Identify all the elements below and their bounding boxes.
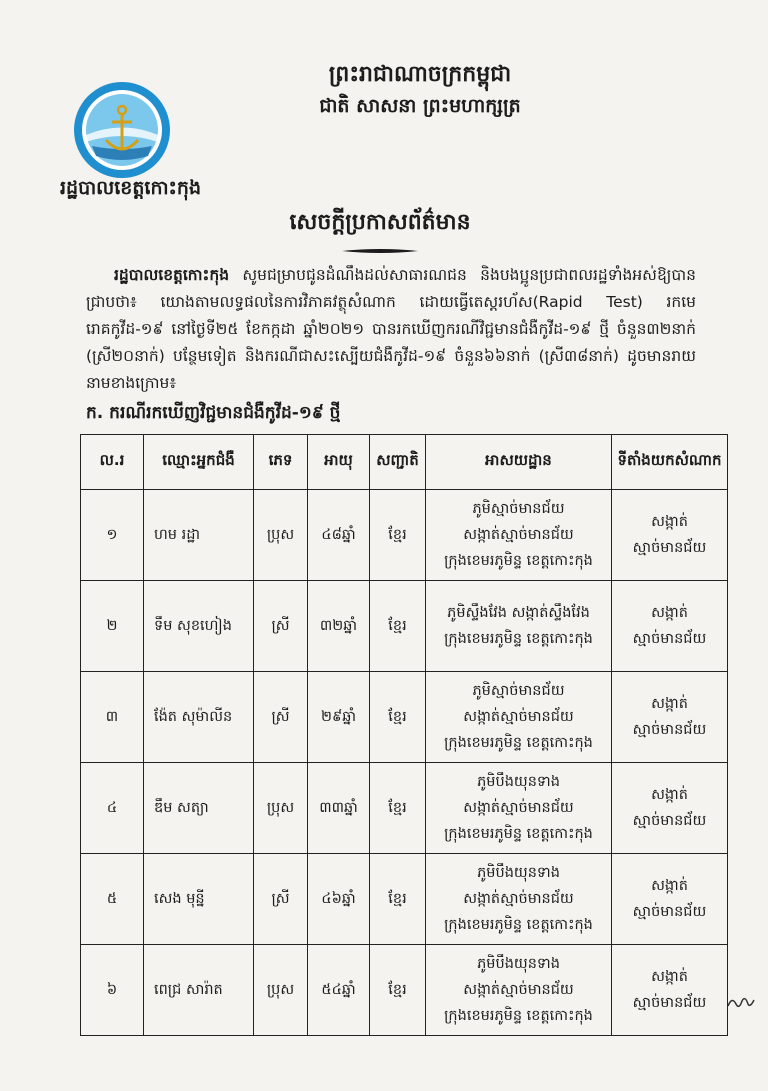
address-line: សង្កាត់ស្មាច់មានជ័យ (463, 891, 574, 907)
address-line: ក្រុងខេមរភូមិន្ទ ខេត្តកោះកុង (444, 553, 593, 569)
address-line: ក្រុងខេមរភូមិន្ទ ខេត្តកោះកុង (444, 917, 593, 933)
cell-address (426, 854, 612, 945)
cell-name: ង៉ែត សុម៉ាលីន (144, 672, 254, 763)
cell-address (426, 581, 612, 672)
section-title: ក. ករណីរកឃើញវិជ្ជមានជំងឺកូវីដ-១៩ ថ្មី (86, 403, 341, 423)
address-line: ភូមិស្មាច់មានជ័យ (472, 683, 565, 699)
cell-name: ពេជ្រ សារ៉ាត (144, 945, 254, 1036)
cell-address (426, 490, 612, 581)
column-header-nationality: សញ្ជាតិ (370, 435, 426, 490)
cell-sample-location (612, 945, 728, 1036)
cell-sample-location (612, 672, 728, 763)
cell-nationality: ខ្មែរ (370, 581, 426, 672)
cell-name: ឌឹម សត្យា (144, 763, 254, 854)
address-line: ក្រុងខេមរភូមិន្ទ ខេត្តកោះកុង (444, 631, 593, 647)
table-row (81, 763, 728, 854)
cell-sample-location (612, 490, 728, 581)
location-line: ស្មាច់មានជ័យ (632, 904, 707, 920)
location-line: សង្កាត់ (651, 514, 688, 530)
location-line: សង្កាត់ (651, 969, 688, 985)
cell-age: ៣២ឆ្នាំ (308, 581, 370, 672)
address-line: សង្កាត់ស្មាច់មានជ័យ (463, 800, 574, 816)
address-line: សង្កាត់ស្មាច់មានជ័យ (463, 709, 574, 725)
location-line: សង្កាត់ (651, 787, 688, 803)
national-motto: ជាតិ សាសនា ព្រះមហាក្សត្រ (319, 95, 521, 117)
announcement-lead: រដ្ឋបាលខេត្តកោះកុង (114, 266, 230, 284)
cell-age: ៤៨ឆ្នាំ (308, 490, 370, 581)
location-line: ស្មាច់មានជ័យ (632, 540, 707, 556)
document-title: សេចក្តីប្រកាសព័ត៌មាន (289, 210, 471, 235)
cell-sex: ប្រុស (254, 763, 308, 854)
cell-address (426, 945, 612, 1036)
announcement-text: សូមជម្រាបជូនដំណឹងដល់សាធារណជន និងបងប្អូនប្រជាពលរដ្ឋទាំងអស់ឱ្យបានជ្រាបថា៖ យោងតាមលទ្ធផលនៃការវិភាគវត្ថុសំណាក ដោយធ្វើតេស្តរហ័ស(Rapid Test) រកមេរោគកូវីដ-១៩ នៅថ្ងៃទី២៥ ខែកក្កដា ឆ្នាំ២០២១ បានរកឃើញករណីវិជ្ជមានជំងឺកូវីដ-១៩ ថ្មី ចំនួន៣២នាក់ (ស្រី២០នាក់) បន្ថែមទៀត និងករណីជាសះស្បើយជំងឺកូវីដ-១៩ ចំនួន៦៦នាក់ (ស្រី៣៨នាក់) ដូចមានរាយនាមខាងក្រោម៖ (86, 266, 696, 392)
table-row (81, 672, 728, 763)
location-line: ស្មាច់មានជ័យ (632, 995, 707, 1011)
table-row (81, 945, 728, 1036)
address-line: សង្កាត់ស្មាច់មានជ័យ (463, 982, 574, 998)
cell-name: សេង មុន្នី (144, 854, 254, 945)
signature-mark-icon (726, 992, 756, 1014)
address-line: ក្រុងខេមរភូមិន្ទ ខេត្តកោះកុង (444, 1008, 593, 1024)
column-header-sample-location: ទីតាំងយកសំណាក (612, 435, 728, 490)
column-header-age: អាយុ (308, 435, 370, 490)
cell-age: ៥៤ឆ្នាំ (308, 945, 370, 1036)
address-line: ភូមិបឹងយុនទាង (477, 956, 560, 972)
column-header-address: អាសយដ្ឋាន (426, 435, 612, 490)
table-row (81, 854, 728, 945)
title-ornament-icon (340, 246, 420, 256)
address-line: ភូមិស្ទឹងវែង សង្កាត់ស្ទឹងវែង (447, 605, 590, 621)
cell-no: ១ (81, 490, 144, 581)
kingdom-heading: ព្រះរាជាណាចក្រកម្ពុជា (328, 62, 512, 87)
location-line: ស្មាច់មានជ័យ (632, 813, 707, 829)
table-row (81, 581, 728, 672)
cell-sex: ប្រុស (254, 945, 308, 1036)
cases-table (80, 434, 728, 1036)
location-line: ស្មាច់មានជ័យ (632, 631, 707, 647)
address-line: ក្រុងខេមរភូមិន្ទ ខេត្តកោះកុង (444, 826, 593, 842)
cell-nationality: ខ្មែរ (370, 490, 426, 581)
cell-sex: ប្រុស (254, 490, 308, 581)
cell-nationality: ខ្មែរ (370, 763, 426, 854)
cell-no: ៥ (81, 854, 144, 945)
cell-name: ហម រដ្ឋា (144, 490, 254, 581)
cell-no: ៤ (81, 763, 144, 854)
cell-no: ៣ (81, 672, 144, 763)
cell-sample-location (612, 763, 728, 854)
cell-no: ២ (81, 581, 144, 672)
cell-address (426, 763, 612, 854)
cell-sex: ស្រី (254, 672, 308, 763)
column-header-name: ឈ្មោះអ្នកជំងឺ (144, 435, 254, 490)
address-line: ភូមិបឹងយុនទាង (477, 865, 560, 881)
cell-age: ២៩ឆ្នាំ (308, 672, 370, 763)
location-line: សង្កាត់ (651, 696, 688, 712)
address-line: ក្រុងខេមរភូមិន្ទ ខេត្តកោះកុង (444, 735, 593, 751)
address-line: ភូមិស្មាច់មានជ័យ (472, 501, 565, 517)
announcement-body (86, 262, 696, 397)
location-line: សង្កាត់ (651, 878, 688, 894)
cell-no: ៦ (81, 945, 144, 1036)
table-row (81, 490, 728, 581)
cell-nationality: ខ្មែរ (370, 672, 426, 763)
cell-sample-location (612, 854, 728, 945)
cell-sample-location (612, 581, 728, 672)
cell-sex: ស្រី (254, 581, 308, 672)
column-header-no: ល.រ (81, 435, 144, 490)
cell-age: ៣៣ឆ្នាំ (308, 763, 370, 854)
cell-sex: ស្រី (254, 854, 308, 945)
location-line: ស្មាច់មានជ័យ (632, 722, 707, 738)
address-line: ភូមិបឹងយុនទាង (477, 774, 560, 790)
location-line: សង្កាត់ (651, 605, 688, 621)
cell-address (426, 672, 612, 763)
table-header-row (81, 435, 728, 490)
cell-name: ទឹម សុខហៀង (144, 581, 254, 672)
organization-name: រដ្ឋបាលខេត្តកោះកុង (60, 177, 202, 199)
cell-nationality: ខ្មែរ (370, 854, 426, 945)
address-line: សង្កាត់ស្មាច់មានជ័យ (463, 527, 574, 543)
provincial-seal-icon (72, 80, 172, 180)
cell-age: ៤៦ឆ្នាំ (308, 854, 370, 945)
cell-nationality: ខ្មែរ (370, 945, 426, 1036)
column-header-sex: ភេទ (254, 435, 308, 490)
